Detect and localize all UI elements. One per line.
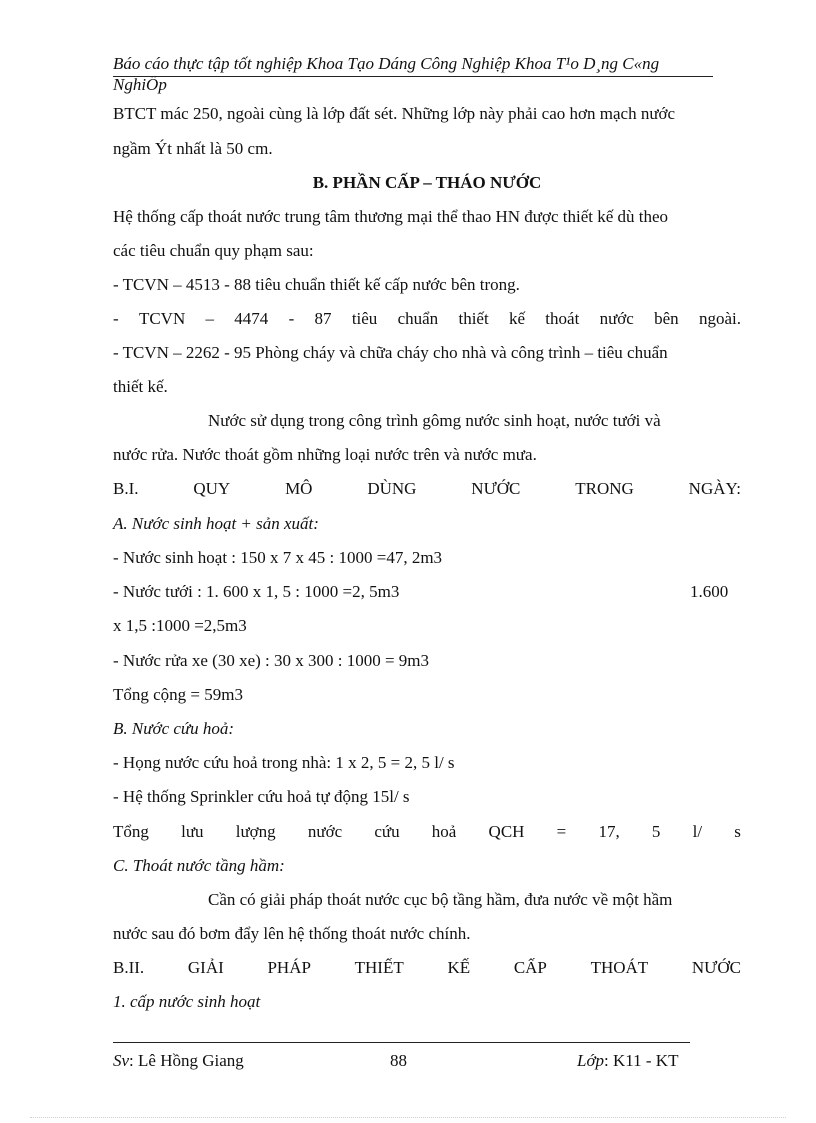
page-edge-dots (30, 1117, 786, 1118)
calc-total-justified: Tổng lưu lượng nước cứu hoả QCH = 17, 5 l/ s (113, 822, 741, 841)
subsection-a-title: A. Nước sinh hoạt + sản xuất: (113, 514, 319, 533)
calc-line: - Họng nước cứu hoả trong nhà: 1 x 2, 5 = 2, 5 l/ s (113, 753, 455, 772)
header-rule (113, 76, 713, 77)
calc-line: x 1,5 :1000 =2,5m3 (113, 616, 247, 635)
header-line-1: Báo cáo thực tập tốt nghiệp Khoa Tạo Dáng Công Nghiệp Khoa T¹o D¸ng C«ng (113, 54, 660, 73)
calc-line: - Nước sinh hoạt : 150 x 7 x 45 : 1000 =47, 2m3 (113, 548, 443, 567)
standard-item-cont: thiết kế. (113, 377, 168, 396)
section-title: B. PHẦN CẤP – THÁO NƯỚC (312, 173, 542, 192)
item-heading: 1. cấp nước sinh hoạt (113, 992, 261, 1011)
calc-line: - Nước tưới : 1. 600 x 1, 5 : 1000 =2, 5m3 (113, 582, 400, 601)
footer-rule (113, 1042, 690, 1043)
footer-page-number: 88 (390, 1051, 407, 1070)
footer-student: Sv: Lê Hồng Giang (113, 1051, 244, 1070)
paragraph-line: nước rửa. Nước thoát gồm những loại nước trên và nước mưa. (113, 445, 537, 464)
paragraph-line: Cần có giải pháp thoát nước cục bộ tầng hầm, đưa nước về một hầm (208, 890, 673, 909)
section-b1-heading: B.I. QUY MÔ DÙNG NƯỚC TRONG NGÀY: (113, 479, 741, 498)
standard-item-justified: - TCVN – 4474 - 87 tiêu chuẩn thiết kế thoát nước bên ngoài. (113, 309, 741, 328)
standard-item: - TCVN – 2262 - 95 Phòng cháy và chữa cháy cho nhà và công trình – tiêu chuẩn (113, 343, 668, 362)
calc-line-right: 1.600 (690, 582, 729, 601)
calc-line: - Hệ thống Sprinkler cứu hoả tự động 15l/ s (113, 787, 410, 806)
calc-line: - Nước rửa xe (30 xe) : 30 x 300 : 1000 = 9m3 (113, 651, 430, 670)
section-b2-heading: B.II. GIẢI PHÁP THIẾT KẾ CẤP THOÁT NƯỚC (113, 958, 741, 977)
paragraph-line: các tiêu chuẩn quy phạm sau: (113, 241, 314, 260)
footer-class: Lớp: K11 - KT (577, 1051, 679, 1070)
header-line-2: NghiÖp (113, 75, 167, 94)
paragraph-line: nước sau đó bơm đẩy lên hệ thống thoát nước chính. (113, 924, 471, 943)
calc-total: Tổng cộng = 59m3 (113, 685, 243, 704)
paragraph-line: ngầm Ýt nhất là 50 cm. (113, 139, 273, 158)
subsection-b-title: B. Nước cứu hoả: (113, 719, 235, 738)
paragraph-line: BTCT mác 250, ngoài cùng là lớp đất sét. Những lớp này phải cao hơn mạch nước (113, 104, 676, 123)
subsection-c-title: C. Thoát nước tầng hầm: (113, 856, 285, 875)
paragraph-line: Nước sử dụng trong công trình gômg nước sinh hoạt, nước tưới và (208, 411, 661, 430)
paragraph-line: Hệ thống cấp thoát nước trung tâm thương mại thể thao HN được thiết kế dù theo (113, 207, 669, 226)
standard-item: - TCVN – 4513 - 88 tiêu chuẩn thiết kế cấp nước bên trong. (113, 275, 520, 294)
